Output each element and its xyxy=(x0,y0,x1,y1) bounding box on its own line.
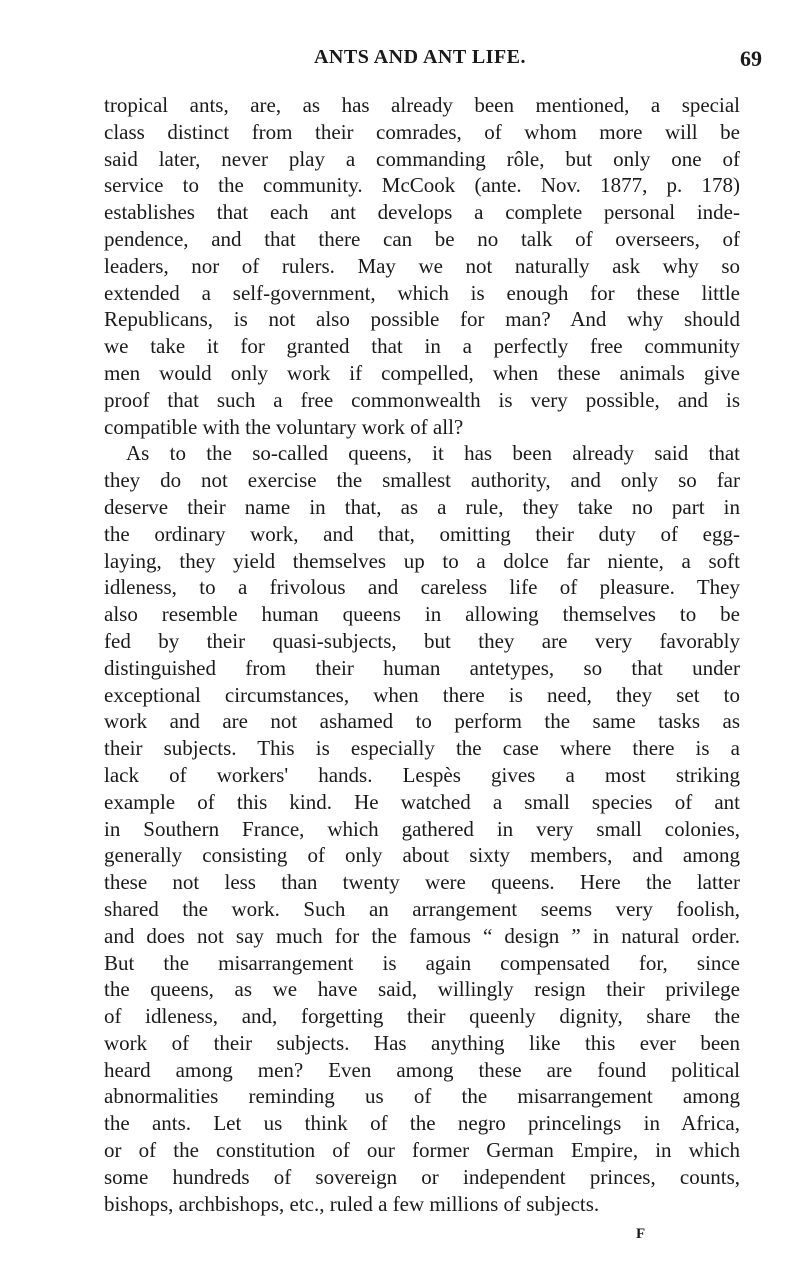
text-line: we take it for granted that in a perfectly free community xyxy=(104,334,740,359)
text-line: some hundreds of sovereign or independent princes, counts, xyxy=(104,1164,740,1189)
text-line: distinguished from their human antetypes, so that under xyxy=(104,655,740,680)
text-line: in Southern France, which gathered in very small colonies, xyxy=(104,816,740,841)
text-line: shared the work. Such an arrangement seems very foolish, xyxy=(104,896,740,921)
text-line: said later, never play a commanding rôle, but only one of xyxy=(104,146,740,171)
text-line: the ordinary work, and that, omitting their duty of egg- xyxy=(104,521,740,546)
text-line: the ants. Let us think of the negro princelings in Africa, xyxy=(104,1111,740,1136)
text-line: these not less than twenty were queens. Here the latter xyxy=(104,870,740,895)
text-line: the queens, as we have said, willingly resign their privilege xyxy=(104,977,740,1002)
text-line: or of the constitution of our former German Empire, in which xyxy=(104,1138,740,1163)
text-line: exceptional circumstances, when there is need, they set to xyxy=(104,682,740,707)
text-line: example of this kind. He watched a small species of ant xyxy=(104,789,740,814)
text-line: laying, they yield themselves up to a dolce far niente, a soft xyxy=(104,548,740,573)
text-line: bishops, archbishops, etc., ruled a few millions of subjects. xyxy=(104,1191,600,1216)
text-line: and does not say much for the famous “ design ” in natural order. xyxy=(104,923,740,948)
signature-mark: F xyxy=(636,1226,646,1242)
text-line: idleness, to a frivolous and careless life of pleasure. They xyxy=(104,575,740,600)
text-line: deserve their name in that, as a rule, they take no part in xyxy=(104,494,740,519)
text-line: class distinct from their comrades, of whom more will be xyxy=(104,119,740,144)
body-text xyxy=(104,92,740,1217)
text-line: But the misarrangement is again compensated for, since xyxy=(104,950,740,975)
text-line: pendence, and that there can be no talk of overseers, of xyxy=(104,226,740,251)
text-line: establishes that each ant develops a complete personal inde- xyxy=(104,200,740,225)
text-line: work of their subjects. Has anything like this ever been xyxy=(104,1030,740,1055)
text-line: compatible with the voluntary work of all? xyxy=(104,414,464,439)
text-line: leaders, nor of rulers. May we not naturally ask why so xyxy=(104,253,740,278)
text-line: proof that such a free commonwealth is very possible, and is xyxy=(104,387,740,412)
text-line: men would only work if compelled, when these animals give xyxy=(104,360,740,385)
text-line: service to the community. McCook (ante. Nov. 1877, p. 178) xyxy=(104,173,740,198)
text-line: tropical ants, are, as has already been mentioned, a special xyxy=(104,93,740,117)
text-line: As to the so-called queens, it has been already said that xyxy=(126,441,740,466)
text-line: lack of workers' hands. Lespès gives a most striking xyxy=(104,762,740,787)
running-title: ANTS AND ANT LIFE. xyxy=(313,46,527,68)
text-line: heard among men? Even among these are found political xyxy=(104,1057,740,1082)
page-number: 69 xyxy=(740,46,762,71)
text-line: of idleness, and, forgetting their queenly dignity, share the xyxy=(104,1004,740,1029)
text-line: Republicans, is not also possible for man? And why should xyxy=(104,307,740,332)
text-line: abnormalities reminding us of the misarrangement among xyxy=(104,1084,740,1109)
text-line: work and are not ashamed to perform the same tasks as xyxy=(104,709,740,734)
text-line: generally consisting of only about sixty members, and among xyxy=(104,843,740,868)
text-line: their subjects. This is especially the case where there is a xyxy=(104,736,740,761)
page-header xyxy=(100,46,762,80)
text-line: also resemble human queens in allowing themselves to be xyxy=(104,602,740,627)
text-line: fed by their quasi-subjects, but they are very favorably xyxy=(104,628,740,653)
text-line: extended a self-government, which is enough for these little xyxy=(104,280,740,305)
text-line: they do not exercise the smallest authority, and only so far xyxy=(104,468,740,493)
